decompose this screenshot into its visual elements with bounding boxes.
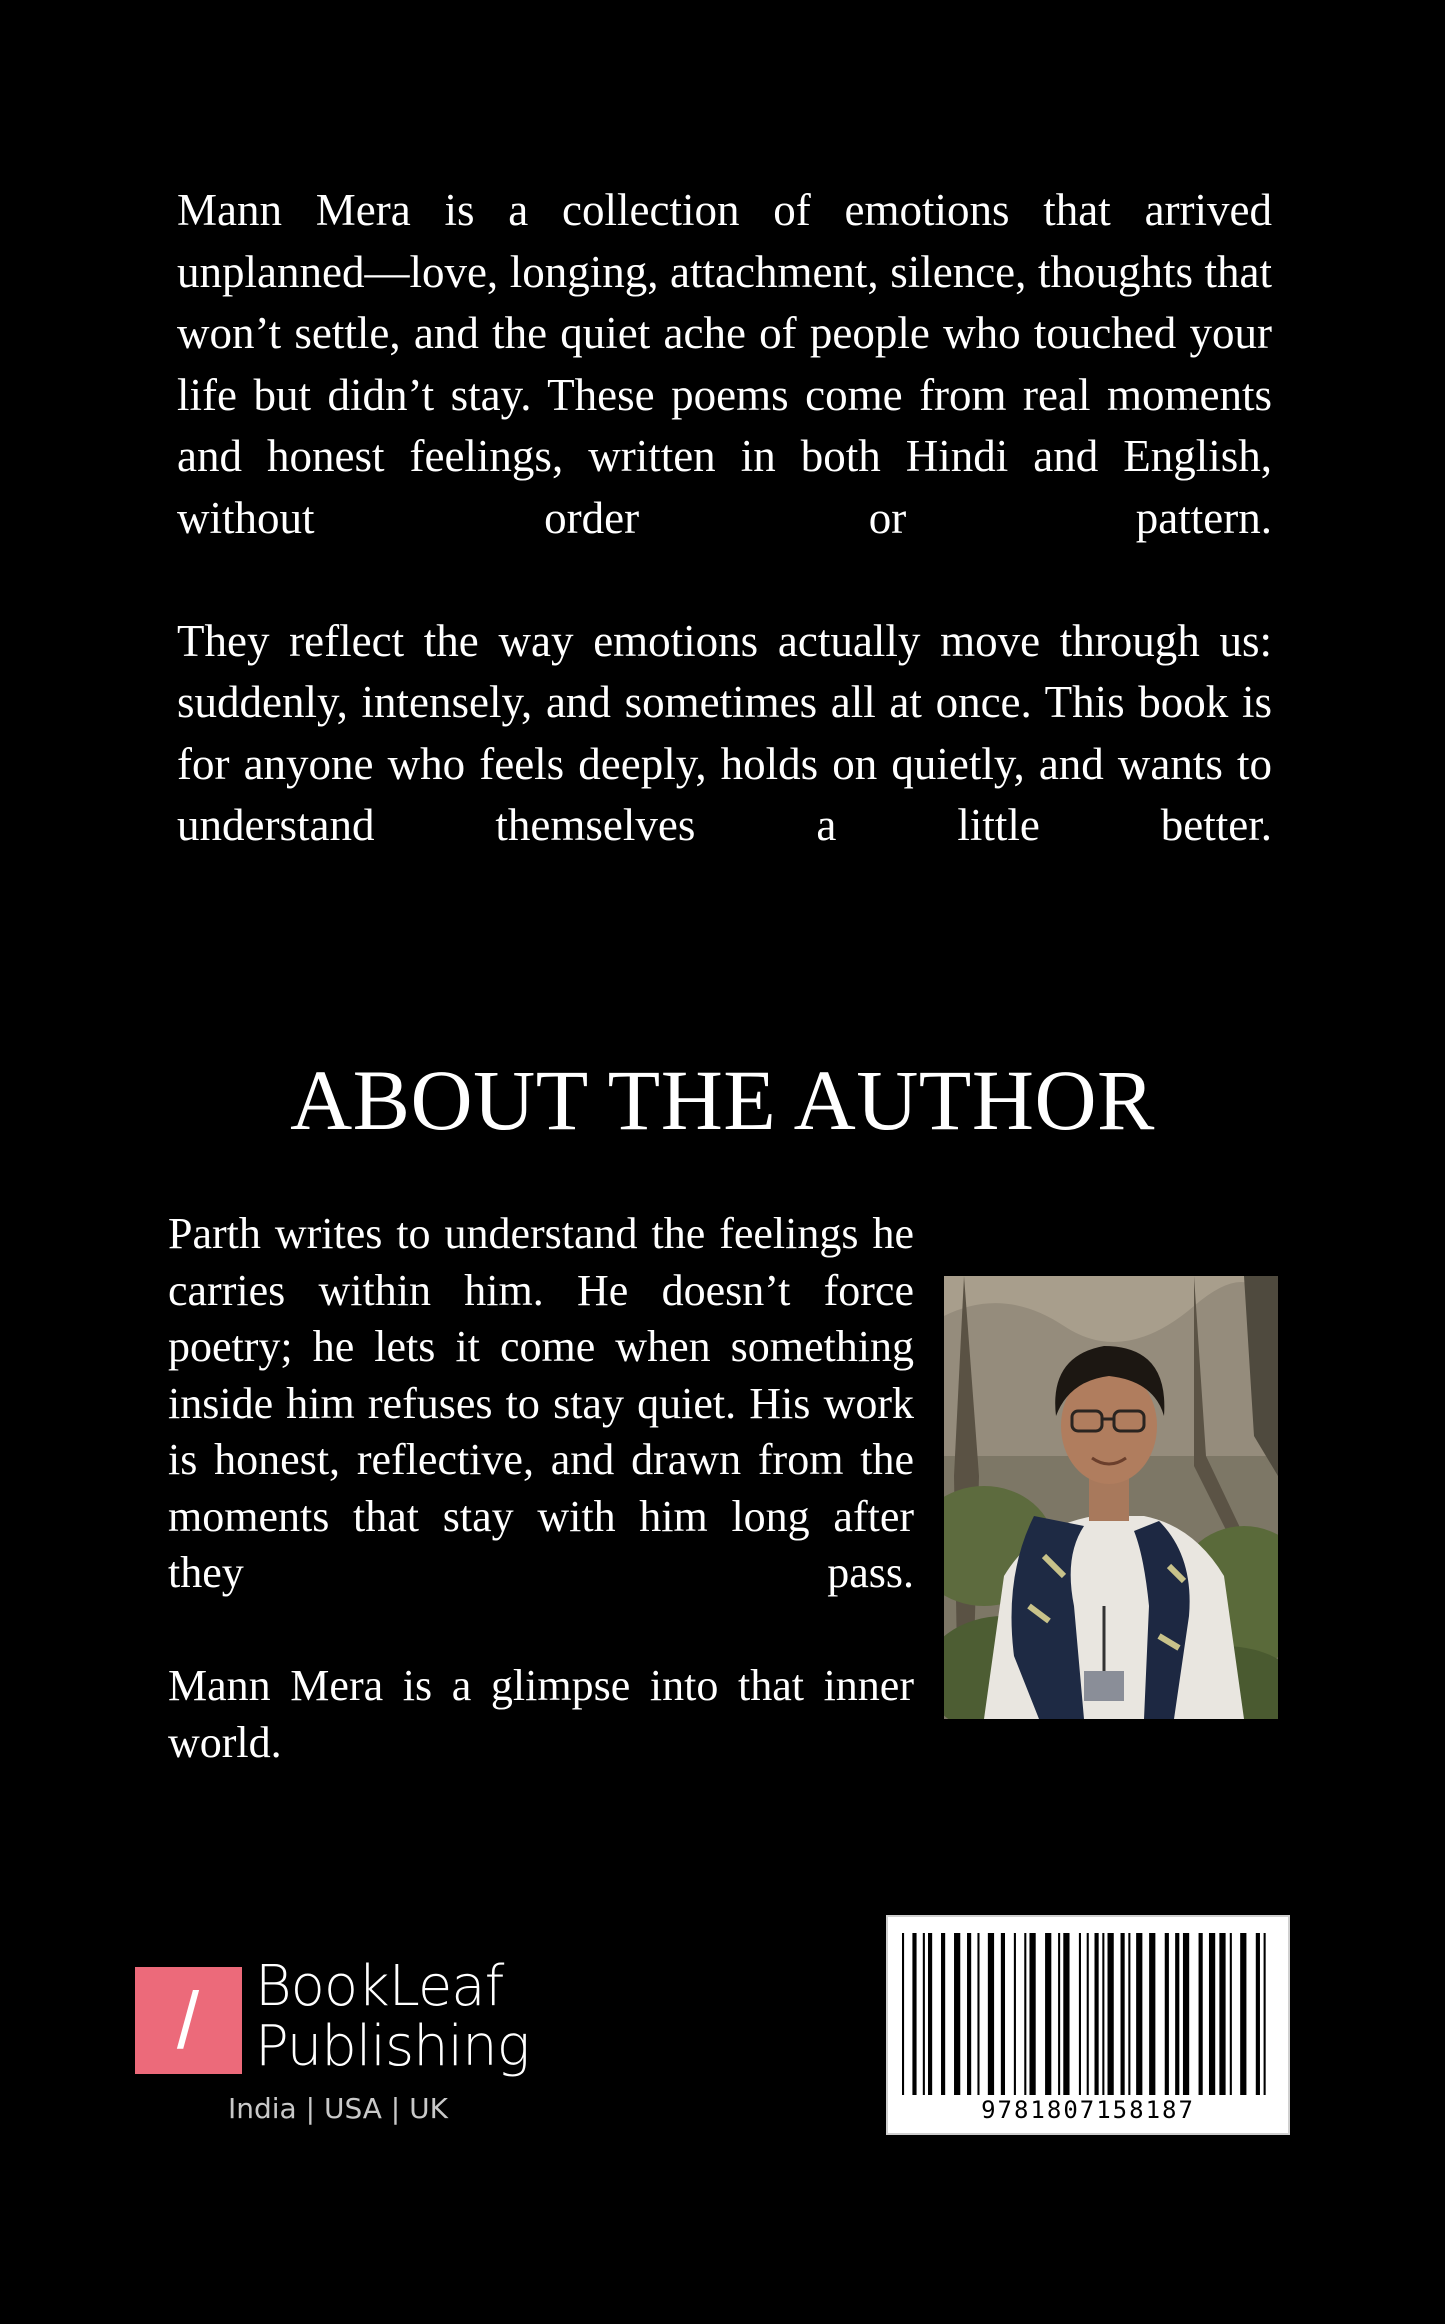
barcode-bar [1240,1933,1246,2095]
barcode-bar [977,1933,979,2095]
publisher-logo [135,1954,555,2140]
barcode-bar [923,1933,925,2095]
barcode-bar [902,1933,904,2095]
blurb-paragraph-1: Mann Mera is a collection of emotions that arrived unplanned—love, longing, attachment, silence, thoughts that won’t settle, and the quiet ache of people who touched your life but didn’t stay. These poems come from real moments and honest feelings, written in both Hindi and English, without order or pattern. [177,185,1272,543]
barcode-bar [1087,1933,1089,2095]
barcode-bar [967,1933,971,2095]
publisher-logo-mark [135,1967,242,2074]
barcode-bar [954,1933,960,2095]
barcode-bar [1102,1933,1104,2095]
blurb-paragraph-2: They reflect the way emotions actually move through us: suddenly, intensely, and sometimes all at once. This book is for anyone who feels deeply, holds on quietly, and wants to understand themselves a little better. [177,615,1272,850]
barcode-bar [1199,1933,1203,2095]
barcode-bar [1183,1933,1189,2095]
barcode-bar [1219,1933,1225,2095]
author-bio [168,1206,914,1828]
barcode-bar [1045,1933,1051,2095]
barcode-bar [1058,1933,1060,2095]
barcode-bar [1024,1933,1026,2095]
barcode-bars [902,1933,1274,2095]
barcode-bar [1209,1933,1215,2095]
barcode-bar [912,1933,916,2095]
barcode-bar [1175,1933,1179,2095]
barcode-bar [1095,1933,1099,2095]
publisher-name-line-2: Publishing [255,2014,530,2079]
author-bio-paragraph-2: Mann Mera is a glimpse into that inner world. [168,1661,914,1767]
barcode-bar [1264,1933,1266,2095]
author-photo-image [944,1276,1278,1719]
barcode-bar [1014,1933,1016,2095]
barcode-bar [1029,1933,1035,2095]
publisher-name-line-1: BookLeaf [255,1954,504,2019]
barcode-bar [1063,1933,1069,2095]
barcode-bar [1128,1933,1130,2095]
barcode-bar [1001,1933,1005,2095]
slash-icon: / [176,1976,200,2065]
barcode-bar [1149,1933,1155,2095]
barcode-bar [1230,1933,1232,2095]
barcode-bar [1136,1933,1142,2095]
barcode-bar [928,1933,932,2095]
barcode-bar [1079,1933,1081,2095]
barcode-bar [1108,1933,1114,2095]
about-author-heading: ABOUT THE AUTHOR [290,1052,1155,1148]
isbn-barcode [886,1915,1290,2135]
author-photo [944,1276,1278,1719]
isbn-number: 9781807158187 [981,2096,1195,2124]
author-bio-paragraph-1: Parth writes to understand the feelings he carries within him. He doesn’t force poetry; he lets it come when something inside him refuses to stay quiet. His work is honest, reflective, and drawn from the moments that stay with him long after they pass. [168,1209,914,1597]
barcode-bar [941,1933,945,2095]
back-cover-blurb [177,180,1272,918]
barcode-bar [1121,1933,1125,2095]
barcode-bar [988,1933,994,2095]
barcode-bar [1256,1933,1260,2095]
barcode-bar [1165,1933,1169,2095]
publisher-regions: India | USA | UK [228,2092,448,2125]
